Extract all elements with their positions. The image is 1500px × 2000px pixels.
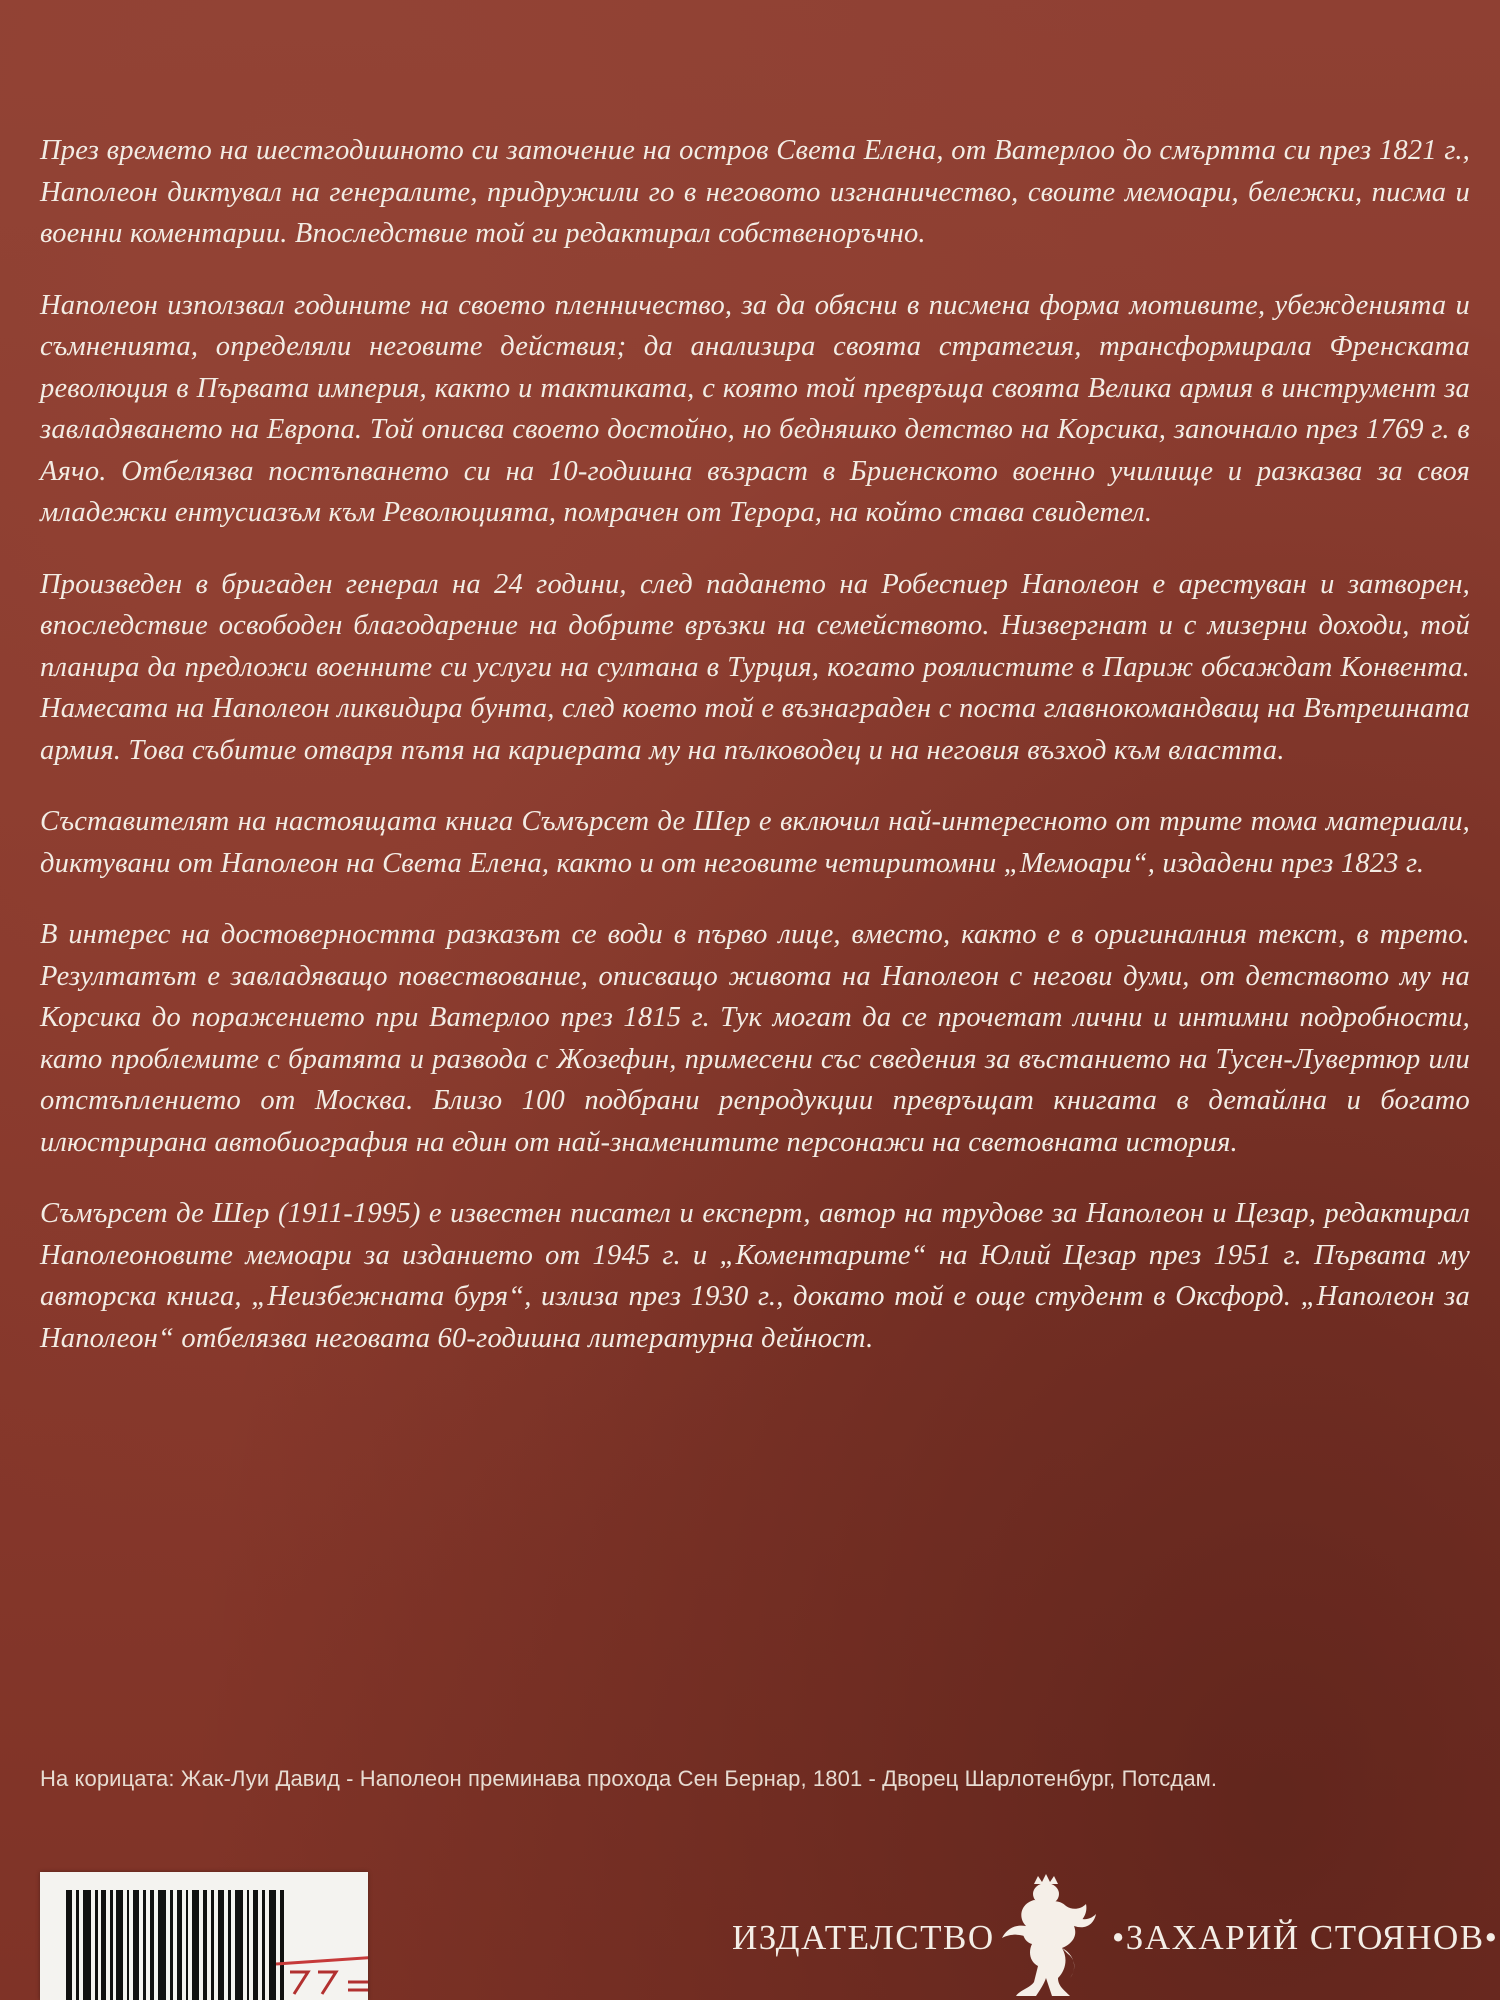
blurb-paragraph-4: Съставителят на настоящата книга Съмърсет де Шер е включил най-интересното от трите тома материали, диктувани от Наполеон на Света Елена, както и от неговите четиритомни „Мемоари“, издадени през 1823 г. <box>40 806 1470 879</box>
cover-image-credit: На корицата: Жак-Луи Давид - Наполеон преминава прохода Сен Бернар, 1801 - Дворец Шарлотенбург, Потсдам. <box>40 1766 1218 1791</box>
handwritten-price-mark <box>272 1954 368 2000</box>
blurb-paragraph-1: През времето на шестгодишното си заточение на остров Света Елена, от Ватерлоо до смъртта си през 1821 г., Наполеон диктувал на генералите, придружили го в неговото изгнаничество, своите мемоари, бележки, писма и военни коментарии. Впоследствие той ги редактирал собственоръчно. <box>40 135 1470 249</box>
blurb-text <box>40 130 1470 1389</box>
barcode-sticker <box>40 1872 368 2000</box>
author-bio-paragraph: Съмърсет де Шер (1911-1995) е известен писател и експерт, автор на трудове за Наполеон и Цезар, редактирал Наполеоновите мемоари за изданието от 1945 г. и „Коментарите“ на Юлий Цезар през 1951 г. Първата му авторска книга, „Неизбежната буря“, излиза през 1930 г., докато той е още студент в Оксфорд. „Наполеон за Наполеон“ отбелязва неговата 60-годишна литературна дейност. <box>40 1198 1470 1354</box>
lion-rampant-icon <box>990 1874 1100 2000</box>
publisher-imprint <box>732 1874 1499 2000</box>
blurb-paragraph-3: Произведен в бригаден генерал на 24 години, след падането на Робеспиер Наполеон е арестуван и затворен, впоследствие освободен благодарение на добрите връзки на семейството. Низвергнат и с мизерни доходи, той планира да предложи военните си услуги на султана в Турция, когато роялистите в Париж обсаждат Конвента. Намесата на Наполеон ликвидира бунта, след което той е възнаграден с поста главнокомандващ на Вътрешната армия. Това събитие отваря пътя на кариерата му на пълководец и на неговия възход към властта. <box>40 568 1470 766</box>
blurb-paragraph-2: Наполеон използвал годините на своето пленничество, за да обясни в писмена форма мотивите, убежденията и съмненията, определяли неговите действия; да анализира своята стратегия, трансформирала Френската революция в Първата империя, както и тактиката, с която той превръща своята Велика армия в инструмент за завладяването на Европа. Той описва своето достойно, но бедняшко детство на Корсика, започнало през 1769 г. в Аячо. Отбелязва постъпването си на 10-годишна възраст в Бриенското военно училище и разказва за своя младежки ентусиазъм към Революцията, помрачен от Терора, на който става свидетел. <box>40 289 1470 528</box>
publisher-name: •ЗАХАРИЙ СТОЯНОВ• <box>1112 1918 1499 1957</box>
blurb-paragraph-5: В интерес на достоверността разказът се води в първо лице, вместо, както е в оригиналния текст, в трето. Резултатът е завладяващо повествование, описващо живота на Наполеон с негови думи, от детството му на Корсика до поражението при Ватерлоо през 1815 г. Тук могат да се прочетат лични и интимни подробности, като проблемите с братята и развода с Жозефин, примесени със сведения за въстанието на Тусен-Лувертюр или отстъплението от Москва. Близо 100 подбрани репродукции превръщат книгата в детайлна и богато илюстрирана автобиография на един от най-знаменитите персонажи на световната история. <box>40 919 1470 1158</box>
publisher-label: ИЗДАТЕЛСТВО <box>732 1918 995 1957</box>
